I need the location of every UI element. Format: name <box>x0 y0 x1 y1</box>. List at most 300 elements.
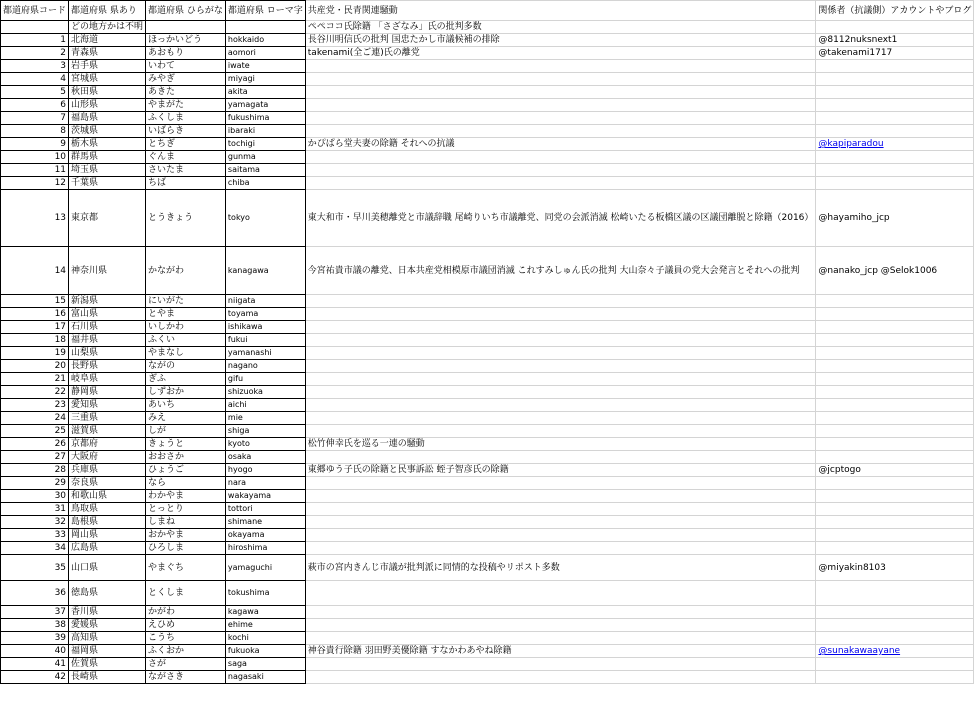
cell-code[interactable]: 29 <box>1 477 69 490</box>
cell-account[interactable]: @hayamiho_jcp <box>816 190 974 247</box>
cell-incident[interactable] <box>305 425 816 438</box>
cell-code[interactable]: 32 <box>1 516 69 529</box>
table-row <box>1 334 974 347</box>
cell-prefecture-kanji[interactable]: 京都府 <box>69 438 146 451</box>
cell-code[interactable]: 9 <box>1 138 69 151</box>
table-row <box>1 321 974 334</box>
cell-prefecture-kanji[interactable]: 富山県 <box>69 308 146 321</box>
cell-prefecture-romaji[interactable]: shizuoka <box>225 386 305 399</box>
cell-account[interactable]: @takenami1717 <box>816 47 974 60</box>
cell-prefecture-romaji[interactable]: gunma <box>225 151 305 164</box>
cell-code[interactable]: 40 <box>1 645 69 658</box>
cell-prefecture-hiragana[interactable]: おおさか <box>146 451 226 464</box>
cell-code[interactable]: 6 <box>1 99 69 112</box>
cell-code[interactable]: 13 <box>1 190 69 247</box>
cell-incident[interactable] <box>305 503 816 516</box>
cell-account[interactable] <box>816 86 974 99</box>
table-row <box>1 177 974 190</box>
cell-prefecture-romaji[interactable]: ibaraki <box>225 125 305 138</box>
cell-prefecture-romaji[interactable]: kagawa <box>225 606 305 619</box>
table-row <box>1 112 974 125</box>
cell-code[interactable]: 14 <box>1 247 69 295</box>
cell-account[interactable]: @nanako_jcp @Selok1006 <box>816 247 974 295</box>
cell-prefecture-hiragana[interactable]: おかやま <box>146 529 226 542</box>
cell-prefecture-hiragana[interactable]: あおもり <box>146 47 226 60</box>
cell-prefecture-hiragana[interactable]: あきた <box>146 86 226 99</box>
table-row <box>1 555 974 581</box>
cell-code[interactable]: 23 <box>1 399 69 412</box>
cell-incident[interactable] <box>305 490 816 503</box>
table-row <box>1 34 974 47</box>
cell-prefecture-romaji[interactable]: wakayama <box>225 490 305 503</box>
table-row <box>1 425 974 438</box>
cell-account[interactable] <box>816 606 974 619</box>
cell-prefecture-kanji[interactable]: 長崎県 <box>69 671 146 684</box>
table-row <box>1 606 974 619</box>
cell-prefecture-hiragana[interactable]: さが <box>146 658 226 671</box>
cell-incident[interactable] <box>305 177 816 190</box>
cell-prefecture-hiragana[interactable]: さいたま <box>146 164 226 177</box>
cell-prefecture-romaji[interactable]: tochigi <box>225 138 305 151</box>
cell-incident[interactable] <box>305 386 816 399</box>
cell-prefecture-kanji[interactable]: 福井県 <box>69 334 146 347</box>
cell-prefecture-kanji[interactable]: 福岡県 <box>69 645 146 658</box>
cell-prefecture-romaji[interactable]: okayama <box>225 529 305 542</box>
cell-prefecture-romaji[interactable]: hokkaido <box>225 34 305 47</box>
cell-prefecture-kanji[interactable]: 山梨県 <box>69 347 146 360</box>
table-row <box>1 619 974 632</box>
table-row <box>1 412 974 425</box>
cell-prefecture-romaji[interactable]: nara <box>225 477 305 490</box>
cell-prefecture-hiragana[interactable]: こうち <box>146 632 226 645</box>
cell-prefecture-kanji[interactable]: 和歌山県 <box>69 490 146 503</box>
table-row <box>1 542 974 555</box>
cell-incident[interactable] <box>305 73 816 86</box>
cell-account[interactable]: @8112nuksnext1 <box>816 34 974 47</box>
cell-prefecture-kanji[interactable]: 石川県 <box>69 321 146 334</box>
cell-prefecture-hiragana[interactable]: やまがた <box>146 99 226 112</box>
cell-prefecture-kanji[interactable]: 福島県 <box>69 112 146 125</box>
cell-incident[interactable]: 萩市の宮内きんじ市議が批判派に同情的な投稿やリポスト多数 <box>305 555 816 581</box>
cell-prefecture-hiragana[interactable]: いしかわ <box>146 321 226 334</box>
cell-prefecture-kanji[interactable]: 東京都 <box>69 190 146 247</box>
cell-account[interactable] <box>816 60 974 73</box>
cell-code[interactable]: 2 <box>1 47 69 60</box>
cell-prefecture-romaji[interactable]: shimane <box>225 516 305 529</box>
cell-prefecture-kanji[interactable]: 新潟県 <box>69 295 146 308</box>
header-hiragana[interactable]: 都道府県 ひらがな <box>146 1 226 21</box>
cell-code[interactable]: 10 <box>1 151 69 164</box>
header-accounts[interactable]: 関係者（抗議側）アカウントやブログ <box>816 1 974 21</box>
cell-account[interactable] <box>816 347 974 360</box>
cell-prefecture-kanji[interactable]: 秋田県 <box>69 86 146 99</box>
cell-prefecture-hiragana[interactable]: かがわ <box>146 606 226 619</box>
cell-prefecture-hiragana[interactable]: なら <box>146 477 226 490</box>
table-row <box>1 360 974 373</box>
table-row <box>1 671 974 684</box>
table-row <box>1 581 974 606</box>
cell-account[interactable] <box>816 516 974 529</box>
cell-code[interactable]: 22 <box>1 386 69 399</box>
cell-incident[interactable] <box>305 334 816 347</box>
cell-account[interactable] <box>816 425 974 438</box>
table-row <box>1 451 974 464</box>
cell-incident[interactable] <box>305 671 816 684</box>
cell-account[interactable] <box>816 632 974 645</box>
cell-prefecture-romaji[interactable]: fukuoka <box>225 645 305 658</box>
table-row <box>1 477 974 490</box>
cell-prefecture-kanji[interactable]: 愛知県 <box>69 399 146 412</box>
cell-code[interactable]: 38 <box>1 619 69 632</box>
table-row <box>1 125 974 138</box>
cell-account[interactable] <box>816 438 974 451</box>
cell-account[interactable] <box>816 671 974 684</box>
cell-incident[interactable] <box>305 308 816 321</box>
cell-prefecture-romaji[interactable]: yamanashi <box>225 347 305 360</box>
cell-prefecture-romaji[interactable]: yamagata <box>225 99 305 112</box>
table-row <box>1 503 974 516</box>
cell-account[interactable] <box>816 451 974 464</box>
cell-code[interactable]: 41 <box>1 658 69 671</box>
cell-prefecture-hiragana[interactable]: ぐんま <box>146 151 226 164</box>
cell-incident[interactable] <box>305 360 816 373</box>
table-row <box>1 247 974 295</box>
cell-prefecture-hiragana[interactable]: ひょうご <box>146 464 226 477</box>
cell-prefecture-hiragana[interactable]: とうきょう <box>146 190 226 247</box>
cell-prefecture-romaji[interactable]: kyoto <box>225 438 305 451</box>
cell-prefecture-hiragana[interactable]: わかやま <box>146 490 226 503</box>
cell-incident[interactable] <box>305 632 816 645</box>
cell-prefecture-hiragana[interactable]: ぎふ <box>146 373 226 386</box>
cell-prefecture-hiragana[interactable]: みえ <box>146 412 226 425</box>
cell-prefecture-hiragana[interactable]: やまぐち <box>146 555 226 581</box>
cell-hiragana[interactable] <box>146 21 226 34</box>
cell-incident[interactable] <box>305 373 816 386</box>
cell-prefecture-kanji[interactable]: 山形県 <box>69 99 146 112</box>
cell-account[interactable] <box>816 360 974 373</box>
cell-account[interactable] <box>816 645 974 658</box>
cell-code[interactable]: 42 <box>1 671 69 684</box>
cell-prefecture-hiragana[interactable]: ながの <box>146 360 226 373</box>
cell-code[interactable]: 39 <box>1 632 69 645</box>
cell-code[interactable] <box>1 21 69 34</box>
cell-account[interactable] <box>816 334 974 347</box>
cell-prefecture-hiragana[interactable]: ふくおか <box>146 645 226 658</box>
cell-incident[interactable] <box>305 164 816 177</box>
cell-code[interactable]: 11 <box>1 164 69 177</box>
cell-code[interactable]: 8 <box>1 125 69 138</box>
cell-incident[interactable]: ペペココ氏除籍 「さざなみ」氏の批判多数 <box>305 21 816 34</box>
cell-code[interactable]: 12 <box>1 177 69 190</box>
cell-account[interactable] <box>816 503 974 516</box>
cell-code[interactable]: 3 <box>1 60 69 73</box>
cell-prefecture-kanji[interactable]: 佐賀県 <box>69 658 146 671</box>
cell-incident[interactable]: 松竹伸幸氏を巡る一連の騒動 <box>305 438 816 451</box>
cell-prefecture-romaji[interactable]: aichi <box>225 399 305 412</box>
cell-prefecture-kanji[interactable]: 神奈川県 <box>69 247 146 295</box>
cell-incident[interactable] <box>305 658 816 671</box>
table-row <box>1 632 974 645</box>
cell-account[interactable] <box>816 490 974 503</box>
cell-incident[interactable]: 東大和市・早川美穂離党と市議辞職 尾崎りいち市議離党、同党の会派消滅 松崎いたる板橋区議の区議団離脱と除籍（2016） <box>305 190 816 247</box>
cell-incident[interactable] <box>305 151 816 164</box>
cell-account[interactable] <box>816 151 974 164</box>
cell-prefecture-hiragana[interactable]: とやま <box>146 308 226 321</box>
cell-prefecture-kanji[interactable]: 徳島県 <box>69 581 146 606</box>
cell-incident[interactable] <box>305 295 816 308</box>
cell-prefecture-hiragana[interactable]: ほっかいどう <box>146 34 226 47</box>
cell-prefecture-romaji[interactable]: fukui <box>225 334 305 347</box>
header-incident[interactable]: 共産党・民青関連騒動 <box>305 1 816 21</box>
cell-prefecture-hiragana[interactable]: きょうと <box>146 438 226 451</box>
account-link[interactable]: @kapiparadou <box>818 139 884 149</box>
cell-prefecture-kanji[interactable]: 三重県 <box>69 412 146 425</box>
cell-incident[interactable] <box>305 529 816 542</box>
cell-account[interactable] <box>816 164 974 177</box>
cell-prefecture-romaji[interactable]: toyama <box>225 308 305 321</box>
cell-incident[interactable] <box>305 125 816 138</box>
table-row <box>1 529 974 542</box>
cell-account[interactable] <box>816 412 974 425</box>
cell-prefecture-kanji[interactable]: 埼玉県 <box>69 164 146 177</box>
cell-prefecture-hiragana[interactable]: ふくい <box>146 334 226 347</box>
cell-code[interactable]: 4 <box>1 73 69 86</box>
cell-code[interactable]: 17 <box>1 321 69 334</box>
cell-account[interactable] <box>816 542 974 555</box>
cell-incident[interactable] <box>305 581 816 606</box>
cell-prefecture-kanji[interactable]: 鳥取県 <box>69 503 146 516</box>
cell-account[interactable] <box>816 321 974 334</box>
cell-code[interactable]: 35 <box>1 555 69 581</box>
cell-incident[interactable]: 東郷ゆう子氏の除籍と民事訴訟 蛭子智彦氏の除籍 <box>305 464 816 477</box>
table-row <box>1 151 974 164</box>
cell-code[interactable]: 28 <box>1 464 69 477</box>
cell-incident[interactable] <box>305 477 816 490</box>
table-row <box>1 490 974 503</box>
cell-prefecture-kanji[interactable]: 北海道 <box>69 34 146 47</box>
cell-prefecture-romaji[interactable]: akita <box>225 86 305 99</box>
cell-code[interactable]: 27 <box>1 451 69 464</box>
cell-prefecture-romaji[interactable]: hyogo <box>225 464 305 477</box>
cell-incident[interactable] <box>305 60 816 73</box>
cell-code[interactable]: 19 <box>1 347 69 360</box>
cell-prefecture-romaji[interactable]: chiba <box>225 177 305 190</box>
cell-romaji[interactable] <box>225 21 305 34</box>
cell-code[interactable]: 24 <box>1 412 69 425</box>
cell-prefecture-romaji[interactable]: aomori <box>225 47 305 60</box>
cell-prefecture-kanji[interactable]: 岩手県 <box>69 60 146 73</box>
cell-incident[interactable] <box>305 99 816 112</box>
cell-prefecture-hiragana[interactable]: やまなし <box>146 347 226 360</box>
cell-prefecture-hiragana[interactable]: しまね <box>146 516 226 529</box>
cell-incident[interactable]: takenami(全ご連)氏の離党 <box>305 47 816 60</box>
cell-prefecture-romaji[interactable]: saga <box>225 658 305 671</box>
table-row <box>1 516 974 529</box>
cell-prefecture-kanji[interactable]: 兵庫県 <box>69 464 146 477</box>
cell-prefecture-kanji[interactable]: 高知県 <box>69 632 146 645</box>
cell-account[interactable] <box>816 138 974 151</box>
cell-prefecture-romaji[interactable]: tokyo <box>225 190 305 247</box>
cell-prefecture-kanji[interactable]: 茨城県 <box>69 125 146 138</box>
cell-prefecture-romaji[interactable]: gifu <box>225 373 305 386</box>
cell-account[interactable]: @miyakin8103 <box>816 555 974 581</box>
cell-prefecture-romaji[interactable]: saitama <box>225 164 305 177</box>
cell-prefecture-kanji[interactable]: 静岡県 <box>69 386 146 399</box>
cell-code[interactable]: 18 <box>1 334 69 347</box>
cell-prefecture-romaji[interactable]: osaka <box>225 451 305 464</box>
header-kanji[interactable]: 都道府県 県あり <box>69 1 146 21</box>
cell-prefecture-romaji[interactable]: fukushima <box>225 112 305 125</box>
cell-incident[interactable] <box>305 321 816 334</box>
cell-prefecture-hiragana[interactable]: かながわ <box>146 247 226 295</box>
cell-prefecture-romaji[interactable]: kochi <box>225 632 305 645</box>
cell-code[interactable]: 5 <box>1 86 69 99</box>
cell-account[interactable]: @jcptogo <box>816 464 974 477</box>
table-row <box>1 347 974 360</box>
table-row <box>1 295 974 308</box>
cell-prefecture-kanji[interactable]: 宮城県 <box>69 73 146 86</box>
cell-incident[interactable]: 神谷貴行除籍 羽田野美優除籍 すなかわあやね除籍 <box>305 645 816 658</box>
cell-prefecture-hiragana[interactable]: みやぎ <box>146 73 226 86</box>
cell-account[interactable] <box>816 308 974 321</box>
cell-account[interactable] <box>816 177 974 190</box>
cell-prefecture-kanji[interactable]: 広島県 <box>69 542 146 555</box>
cell-code[interactable]: 1 <box>1 34 69 47</box>
cell-prefecture-romaji[interactable]: iwate <box>225 60 305 73</box>
cell-code[interactable]: 25 <box>1 425 69 438</box>
cell-prefecture-kanji[interactable]: 群馬県 <box>69 151 146 164</box>
cell-prefecture-hiragana[interactable]: とちぎ <box>146 138 226 151</box>
cell-incident[interactable] <box>305 606 816 619</box>
cell-prefecture-romaji[interactable]: miyagi <box>225 73 305 86</box>
cell-incident[interactable] <box>305 542 816 555</box>
cell-incident[interactable]: 今宮祐貴市議の離党、日本共産党相模原市議団消滅 これすみしゅん氏の批判 大山奈々子議員の党大会発言とそれへの批判 <box>305 247 816 295</box>
cell-prefecture-romaji[interactable]: nagano <box>225 360 305 373</box>
cell-code[interactable]: 33 <box>1 529 69 542</box>
cell-prefecture-romaji[interactable]: yamaguchi <box>225 555 305 581</box>
account-link[interactable]: @sunakawaayane <box>818 646 901 656</box>
cell-prefecture-kanji[interactable]: 長野県 <box>69 360 146 373</box>
cell-prefecture-romaji[interactable]: hiroshima <box>225 542 305 555</box>
cell-prefecture-romaji[interactable]: ishikawa <box>225 321 305 334</box>
cell-account[interactable] <box>816 529 974 542</box>
cell-prefecture-romaji[interactable]: niigata <box>225 295 305 308</box>
cell-account[interactable] <box>816 373 974 386</box>
cell-code[interactable]: 15 <box>1 295 69 308</box>
cell-prefecture-romaji[interactable]: ehime <box>225 619 305 632</box>
cell-prefecture-kanji[interactable]: 岡山県 <box>69 529 146 542</box>
table-row <box>1 138 974 151</box>
cell-prefecture-hiragana[interactable]: ふくしま <box>146 112 226 125</box>
cell-prefecture-kanji[interactable]: 奈良県 <box>69 477 146 490</box>
cell-code[interactable]: 20 <box>1 360 69 373</box>
cell-account[interactable] <box>816 21 974 34</box>
cell-prefecture-hiragana[interactable]: しが <box>146 425 226 438</box>
cell-account[interactable] <box>816 125 974 138</box>
cell-prefecture-romaji[interactable]: tottori <box>225 503 305 516</box>
cell-code[interactable]: 31 <box>1 503 69 516</box>
cell-account[interactable] <box>816 99 974 112</box>
cell-account[interactable] <box>816 619 974 632</box>
cell-code[interactable]: 26 <box>1 438 69 451</box>
cell-prefecture-hiragana[interactable]: いわて <box>146 60 226 73</box>
cell-incident[interactable] <box>305 412 816 425</box>
cell-incident[interactable] <box>305 347 816 360</box>
cell-code[interactable]: 21 <box>1 373 69 386</box>
cell-prefecture-romaji[interactable]: shiga <box>225 425 305 438</box>
cell-prefecture-hiragana[interactable]: ながさき <box>146 671 226 684</box>
cell-code[interactable]: 36 <box>1 581 69 606</box>
cell-prefecture-hiragana[interactable]: いばらき <box>146 125 226 138</box>
cell-account[interactable] <box>816 581 974 606</box>
unknown-region-row <box>1 21 974 34</box>
cell-prefecture-kanji[interactable]: 愛媛県 <box>69 619 146 632</box>
cell-prefecture-romaji[interactable]: nagasaki <box>225 671 305 684</box>
header-row <box>1 1 974 21</box>
cell-prefecture-hiragana[interactable]: しずおか <box>146 386 226 399</box>
cell-account[interactable] <box>816 477 974 490</box>
cell-prefecture-kanji[interactable]: 島根県 <box>69 516 146 529</box>
cell-prefecture-hiragana[interactable]: にいがた <box>146 295 226 308</box>
cell-prefecture-kanji[interactable]: 栃木県 <box>69 138 146 151</box>
cell-account[interactable] <box>816 399 974 412</box>
cell-account[interactable] <box>816 295 974 308</box>
cell-incident[interactable]: かぴぱら堂夫妻の除籍 それへの抗議 <box>305 138 816 151</box>
cell-prefecture-hiragana[interactable]: あいち <box>146 399 226 412</box>
cell-prefecture-kanji[interactable]: 岐阜県 <box>69 373 146 386</box>
cell-account[interactable] <box>816 658 974 671</box>
cell-incident[interactable] <box>305 451 816 464</box>
cell-prefecture-hiragana[interactable]: ちば <box>146 177 226 190</box>
cell-account[interactable] <box>816 73 974 86</box>
cell-code[interactable]: 7 <box>1 112 69 125</box>
cell-incident[interactable] <box>305 399 816 412</box>
cell-prefecture-hiragana[interactable]: ひろしま <box>146 542 226 555</box>
cell-account[interactable] <box>816 112 974 125</box>
cell-account[interactable] <box>816 386 974 399</box>
cell-prefecture-kanji[interactable]: 山口県 <box>69 555 146 581</box>
table-row <box>1 308 974 321</box>
table-row <box>1 438 974 451</box>
cell-prefecture-romaji[interactable]: kanagawa <box>225 247 305 295</box>
cell-code[interactable]: 34 <box>1 542 69 555</box>
table-row <box>1 47 974 60</box>
cell-prefecture-kanji[interactable]: 滋賀県 <box>69 425 146 438</box>
cell-incident[interactable] <box>305 516 816 529</box>
cell-prefecture-kanji[interactable]: 大阪府 <box>69 451 146 464</box>
cell-incident[interactable]: 長谷川明信氏の批判 国忠たかし市議候補の排除 <box>305 34 816 47</box>
cell-prefecture-kanji[interactable]: 香川県 <box>69 606 146 619</box>
header-romaji[interactable]: 都道府県 ローマ字 <box>225 1 305 21</box>
cell-prefecture-romaji[interactable]: mie <box>225 412 305 425</box>
cell-prefecture-hiragana[interactable]: とくしま <box>146 581 226 606</box>
cell-prefecture-hiragana[interactable]: とっとり <box>146 503 226 516</box>
cell-code[interactable]: 30 <box>1 490 69 503</box>
cell-unknown-label[interactable]: どの地方かは不明 <box>69 21 146 34</box>
cell-prefecture-kanji[interactable]: 青森県 <box>69 47 146 60</box>
table-row <box>1 386 974 399</box>
cell-incident[interactable] <box>305 619 816 632</box>
cell-code[interactable]: 37 <box>1 606 69 619</box>
cell-code[interactable]: 16 <box>1 308 69 321</box>
table-row <box>1 658 974 671</box>
cell-incident[interactable] <box>305 86 816 99</box>
cell-incident[interactable] <box>305 112 816 125</box>
header-code[interactable]: 都道府県コード <box>1 1 69 21</box>
cell-prefecture-kanji[interactable]: 千葉県 <box>69 177 146 190</box>
cell-prefecture-romaji[interactable]: tokushima <box>225 581 305 606</box>
cell-prefecture-hiragana[interactable]: えひめ <box>146 619 226 632</box>
